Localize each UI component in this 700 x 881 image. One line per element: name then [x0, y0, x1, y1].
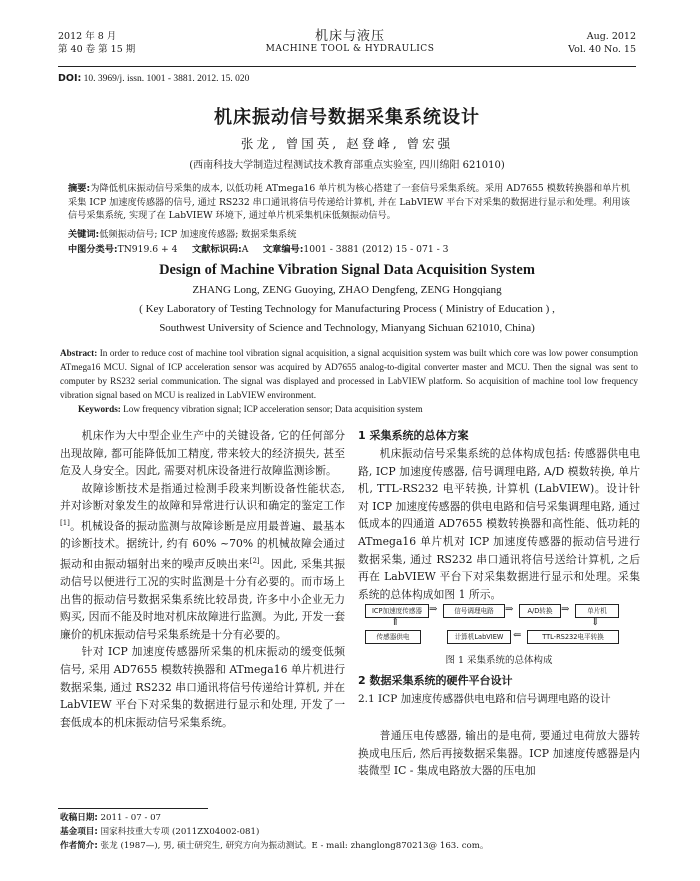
header-rule: [58, 66, 636, 67]
affiliation-zh: (西南科技大学制造过程测试技术教育部重点实验室, 四川绵阳 621010): [189, 160, 505, 171]
footnote-received: [60, 812, 636, 825]
keywords-zh-label: 关键词:: [68, 229, 100, 240]
header-date-zh: 2012 年 8 月: [58, 31, 117, 42]
doi-line: [58, 73, 249, 84]
doi-label: DOI:: [58, 73, 82, 84]
received-label: 收稿日期:: [60, 813, 98, 823]
doc-code-value: A: [241, 244, 249, 255]
body-text: 。机械设备的振动监测与故障诊断是应用最普遍、最基本的诊断技术。据统计, 约有 60% ~70% 的机械故障会通过振动和由振动辐射出来的噪声反映出来: [60, 519, 345, 571]
keywords-en-label: Keywords:: [78, 404, 121, 414]
authors-zh: 张龙, 曾国英, 赵登峰, 曾宏强: [240, 136, 454, 151]
footnote-fund: [60, 826, 636, 839]
fig-box-sensor-power: 传感器供电: [365, 630, 421, 644]
section-1-heading: 1 采集系统的总体方案: [358, 429, 469, 442]
figure-1-caption: 图 1 采集系统的总体构成: [445, 655, 553, 666]
fig-box-icp-sensor: ICP加速度传感器: [365, 604, 429, 618]
citation: [1]: [60, 518, 70, 527]
journal-name-zh: 机床与液压: [314, 29, 385, 44]
abstract-zh-label: 摘要:: [68, 183, 91, 194]
fig-box-ttl-rs232: TTL-RS232电平转换: [527, 630, 619, 644]
header-center: [250, 30, 450, 56]
authors-en: ZHANG Long, ZENG Guoying, ZHAO Dengfeng, ZENG Hongqiang: [192, 284, 502, 296]
fig-box-computer-labview: 计算机LabVIEW: [447, 630, 511, 644]
title-zh: 机床振动信号数据采集系统设计: [214, 107, 480, 128]
clc-value: TN919.6 + 4: [117, 244, 178, 255]
section-2-1-heading: 2.1 ICP 加速度传感器供电电路和信号调理电路的设计: [358, 693, 611, 705]
arrow-left-icon: ⇐: [513, 630, 522, 641]
affiliation-en-line-1: ( Key Laboratory of Testing Technology for Manufacturing Process ( Ministry of Education ) ,: [139, 303, 555, 315]
fig-box-signal-conditioning: 信号调理电路: [443, 604, 505, 618]
abstract-en: [60, 346, 638, 402]
figure-1-diagram: [365, 604, 640, 646]
article-number-label: 文章编号:: [262, 244, 304, 255]
doc-code-label: 文献标识码:: [192, 244, 242, 255]
body-paragraph: 机床振动信号采集系统的总体构成包括: 传感器供电电路, ICP 加速度传感器, 信号调理电路, A/D 模数转换, 单片机, TTL-RS232 电平转换, 计算机 (LabVIEW)。设计针对 ICP 加速度传感器的供电电路和信号采集调理电路, 通过低成本的四通道 AD7655 模数转换器和高性能、低功耗的 ATmega16 单片机对 ICP 加速度传感器的振动信号进行数据采集, 通过 RS232 串口通讯将信号送给计算机, 之后再在 LabVIEW 平台下对采集数据进行显示和处理。采集系统的总体构成如图 1 所示。: [358, 447, 640, 601]
body-right-top: [358, 445, 640, 603]
body-paragraph: [60, 480, 345, 644]
clc-label: 中图分类号:: [68, 244, 118, 255]
fig-box-ad-conversion: A/D转换: [519, 604, 561, 618]
header-date-en: Aug. 2012: [586, 31, 636, 42]
author-info-text: 张龙 (1987—), 男, 硕士研究生, 研究方向为振动测试。E - mail: zhanglong870213@ 163. com。: [100, 841, 489, 851]
abstract-en-label: Abstract:: [60, 348, 98, 358]
fund-text: 国家科技重大专项 (2011ZX04002-081): [100, 827, 260, 837]
keywords-zh-text: 低频振动信号; ICP 加速度传感器; 数据采集系统: [99, 229, 297, 240]
body-text: 故障诊断技术是指通过检测手段来判断设备性能状态, 并对诊断对象发生的故障和异常进行认识和确定的鉴定工作: [60, 481, 345, 513]
header-volume-en: Vol. 40 No. 15: [568, 44, 636, 55]
body-text: 。因此, 采集其振动信号以便进行工况的实时监测是十分有必要的。而市场上出售的振动信号数据采集系统比较昂贵, 许多中小企业无力购买, 因而不能及时地对机床故障进行监测。为此, 开发一套廉价的机床振动信号采集系统是十分有必要的。: [60, 557, 345, 641]
abstract-zh: [68, 182, 630, 223]
header-volume-zh: 第 40 卷 第 15 期: [58, 44, 136, 55]
journal-name-en: MACHINE TOOL & HYDRAULICS: [265, 44, 435, 54]
header-right: [568, 30, 636, 56]
keywords-en-text: Low frequency vibration signal; ICP acceleration sensor; Data acquisition system: [123, 404, 423, 414]
arrow-right-icon: ⇒: [505, 604, 514, 615]
keywords-zh: [68, 228, 630, 242]
body-paragraph: 针对 ICP 加速度传感器所采集的机床振动的缓变低频信号, 采用 AD7655 模数转换器和 ATmega16 单片机进行数据采集, 通过 RS232 串口通讯将信号传递给计算机, 并在 LabVIEW 平台下对采集的数据进行显示和处理, 开发了一套低成本的机床振动信号采集系统。: [60, 645, 345, 729]
header-left: [58, 30, 135, 56]
fig-box-mcu: 单片机: [575, 604, 619, 618]
received-date: 2011 - 07 - 07: [100, 813, 162, 823]
classification-line: [68, 243, 630, 257]
body-left-column: [60, 427, 345, 731]
section-2-heading: 2 数据采集系统的硬件平台设计: [358, 674, 513, 687]
footnote-rule: [58, 808, 208, 809]
arrow-right-icon: ⇒: [429, 604, 438, 615]
abstract-zh-text: 为降低机床振动信号采集的成本, 以低功耗 ATmega16 单片机为核心搭建了一套信号采集系统。采用 AD7655 模数转换器和单片机采集 ICP 加速度传感器的信号, 通过 RS232 串口通讯将信号传递给计算机, 并在 LabVIEW 平台下对采集的数据进行显示和处理。利用该信号采集系统, 实现了在 LabVIEW 环境下, 通过单片机采集机床低频振动信号。: [68, 183, 630, 221]
fund-label: 基金项目:: [60, 827, 98, 837]
arrow-down-icon: ⇓: [591, 617, 600, 628]
article-number-value: 1001 - 3881 (2012) 15 - 071 - 3: [303, 244, 449, 255]
arrow-right-icon: ⇒: [561, 604, 570, 615]
affiliation-en-line-2: Southwest University of Science and Technology, Mianyang Sichuan 621010, China): [159, 322, 535, 334]
title-en: Design of Machine Vibration Signal Data Acquisition System: [159, 262, 535, 278]
keywords-en: [78, 404, 638, 414]
abstract-en-text: In order to reduce cost of machine tool vibration signal acquisition, a signal acquisition system was built which core was low power consumption ATmega16 MCU. Signal of ICP acceleration sensor was acquired by AD7655 analog-to-digital converter master and MCU. Then the signal was sent to computer by RS232 serial communication. The signal was displayed and processed in LabVIEW platform. So acquisition of machine tool low frequency vibration signal based on MCU is realized in LabVIEW environment.: [60, 348, 638, 400]
citation: [2]: [249, 556, 260, 565]
body-paragraph: 机床作为大中型企业生产中的关键设备, 它的任何部分出现故障, 都可能降低加工精度, 带来较大的经济损失, 甚至危及人身安全。因此, 需要对机床设备进行故障监测诊断。: [60, 429, 345, 478]
author-info-label: 作者简介:: [60, 841, 98, 851]
footnote-author: [60, 840, 636, 853]
doi-value: 10. 3969/j. issn. 1001 - 3881. 2012. 15. 020: [83, 74, 250, 84]
body-paragraph: 普通压电传感器, 输出的是电荷, 要通过电荷放大器转换成电压后, 然后再接数据采集器。ICP 加速度传感器是内装微型 IC - 集成电路放大器的压电加: [358, 729, 640, 778]
body-right-bottom: [358, 727, 640, 780]
arrow-up-icon: ⇑: [391, 617, 400, 628]
